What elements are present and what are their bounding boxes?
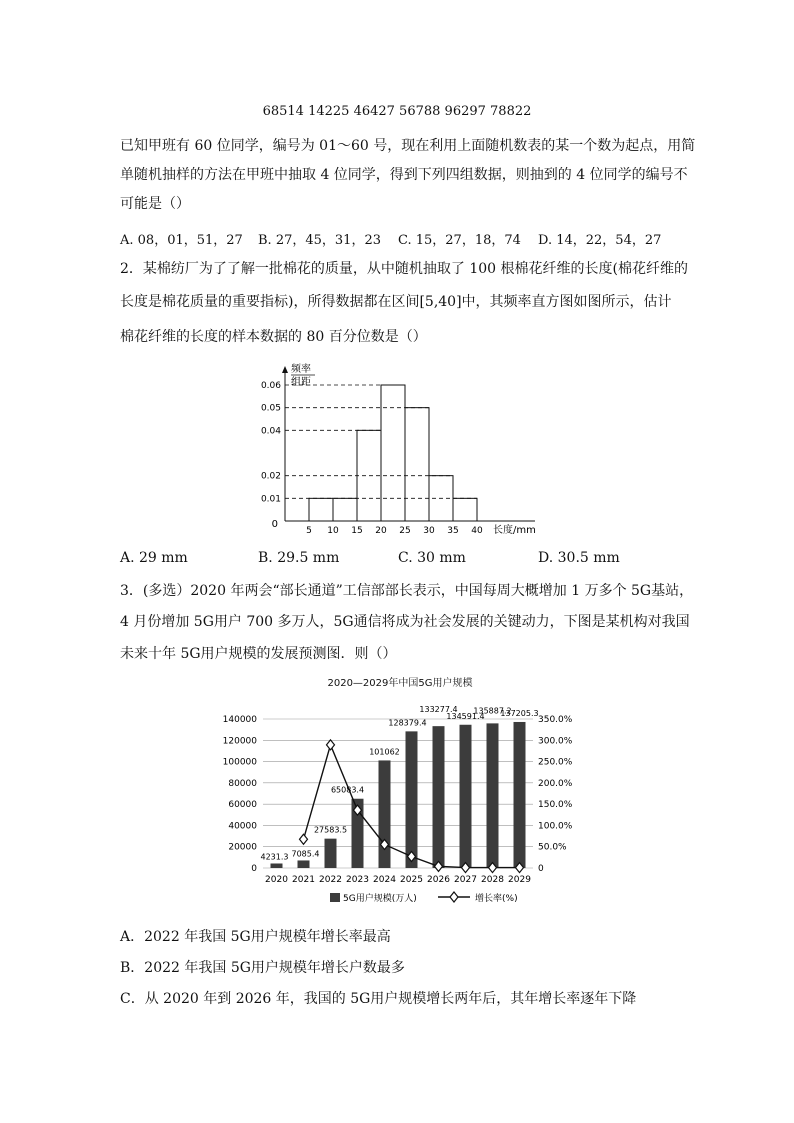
chart-x-tick: 2025 [400,875,423,885]
chart-bar [325,839,337,868]
q1-option-c: C. 15，27，18，74 [398,233,521,248]
q2-option-b: B. 29.5 mm [258,550,340,566]
chart-y-left-tick: 140000 [222,715,257,725]
chart-x-tick: 2029 [508,875,531,885]
q2-option-c: C. 30 mm [398,550,466,566]
hist-bar [309,498,333,521]
chart-bar [487,723,499,868]
q3-option-a: A．2022 年我国 5G用户规模年增长率最高 [120,929,391,945]
q3-line-2: 4 月份增加 5G用户 700 多万人，5G通信将成为社会发展的关键动力，下图是某机构对我国 [120,614,690,630]
chart-bar [514,722,526,868]
chart-x-tick: 2027 [454,875,477,885]
frequency-histogram [250,358,560,542]
q2-option-d: D. 30.5 mm [538,550,620,566]
chart-y-right-tick: 300.0% [538,736,573,747]
chart-bar-label: 7085.4 [291,849,320,859]
chart-y-left-tick: 0 [251,864,257,874]
chart-x-tick: 2026 [427,875,450,885]
hist-y-tick: 0.02 [260,471,281,482]
q2-option-a: A. 29 mm [120,550,188,566]
q3-option-b: B．2022 年我国 5G用户规模年增长户数最多 [120,960,405,976]
hist-x-tick: 35 [447,526,459,536]
hist-origin-label: 0 [271,519,278,530]
chart-y-left-tick: 100000 [222,757,257,768]
q2-line-3: 棉花纤维的长度的样本数据的 80 百分位数是（） [120,329,427,345]
hist-x-tick: 5 [306,526,312,536]
hist-x-tick: 10 [327,526,339,536]
hist-y-tick: 0.05 [260,403,281,414]
chart-x-tick: 2020 [265,875,288,885]
q3-line-1: 3．(多选）2020 年两会“部长通道”工信部部长表示，中国每周大概增加 1 万多个 5G基站， [120,583,694,599]
chart-bar-label: 65083.4 [330,785,365,795]
chart-bar-label: 128379.4 [388,718,427,728]
chart-bar-label: 134591.4 [446,711,485,721]
q1-line-3: 可能是（） [120,196,190,212]
chart-y-left-tick: 60000 [228,800,257,811]
chart-bar-label: 137205.3 [500,708,539,718]
chart-bar-label: 133277.4 [419,705,458,715]
hist-bar [453,498,477,521]
chart-bar [271,863,283,868]
q1-option-a: A. 08，01，51，27 [120,233,243,248]
hist-bar [405,408,429,521]
chart-y-right-tick: 0 [538,864,544,874]
legend-bar-label: 5G用户规模(万人) [343,894,417,904]
chart-y-right-tick: 100.0% [538,821,573,832]
chart-bar-label: 4231.3 [260,852,289,862]
chart-bar [406,731,418,868]
chart-bar-label: 101062 [369,747,400,757]
chart-bar [379,760,391,868]
chart-growth-point [300,834,308,844]
chart-x-tick: 2023 [346,875,369,885]
chart-y-left-tick: 120000 [222,736,257,747]
chart-y-right-tick: 250.0% [538,757,573,768]
hist-bar [381,385,405,521]
chart-x-tick: 2021 [292,875,315,885]
chart-x-tick: 2028 [481,875,504,885]
q1-line-1: 已知甲班有 60 位同学，编号为 01～60 号，现在利用上面随机数表的某一个数为起点，用简 [120,138,696,154]
chart-y-right-tick: 350.0% [538,715,573,725]
chart-bar-label: 135887.2 [473,706,512,716]
random-number-table: 68514 14225 46427 56788 96297 78822 [262,104,532,119]
chart-bar [433,726,445,868]
q1-option-d: D. 14，22，54，27 [538,233,662,248]
q2-line-2: 长度是棉花质量的重要指标)，所得数据都在区间[5,40]中，其频率直方图如图所示，估计 [120,294,672,310]
q1-line-2: 单随机抽样的方法在甲班中抽取 4 位同学，得到下列四组数据，则抽到的 4 位同学的编号不 [120,167,688,183]
5g-user-chart [200,672,600,912]
hist-y-arrow [282,366,288,373]
q1-option-b: B. 27，45，31，23 [258,233,381,248]
chart-y-left-tick: 80000 [228,778,257,789]
q3-line-3: 未来十年 5G用户规模的发展预测图．则（） [120,646,397,662]
hist-x-tick: 30 [423,526,435,536]
chart-growth-point [327,740,335,750]
chart-bar-label: 27583.5 [313,825,348,835]
hist-y-tick: 0.06 [260,381,281,391]
hist-x-tick: 15 [351,526,363,536]
chart-y-left-tick: 40000 [228,821,257,832]
hist-y-tick: 0.04 [260,426,281,437]
hist-y-tick: 0.01 [260,494,281,505]
hist-x-tick: 25 [399,526,411,536]
q2-line-1: 2．某棉纺厂为了了解一批棉花的质量，从中随机抽取了 100 根棉花纤维的长度(棉花纤维的 [120,261,688,277]
hist-xlabel: 长度/mm [493,525,536,536]
chart-bar [460,725,472,868]
chart-y-right-tick: 50.0% [538,842,567,853]
hist-x-tick: 20 [375,526,387,536]
hist-bar [333,498,357,521]
legend-diamond-icon [450,892,458,902]
legend-bar-swatch [330,893,340,902]
chart-x-tick: 2022 [319,875,342,885]
chart-y-right-tick: 200.0% [538,778,573,789]
legend-line-label: 增长率(%) [475,894,518,904]
chart-bar [298,860,310,868]
hist-ylabel-bottom: 组距 [291,377,311,388]
hist-ylabel-top: 频率 [291,364,311,375]
chart-y-right-tick: 150.0% [538,800,573,811]
chart-y-left-tick: 20000 [228,842,257,853]
hist-x-tick: 40 [471,526,483,536]
chart-x-tick: 2024 [373,875,396,885]
q3-option-c: C．从 2020 年到 2026 年，我国的 5G用户规模增长两年后，其年增长率逐年下降 [120,991,637,1007]
chart-title: 2020—2029年中国5G用户规模 [327,678,473,689]
